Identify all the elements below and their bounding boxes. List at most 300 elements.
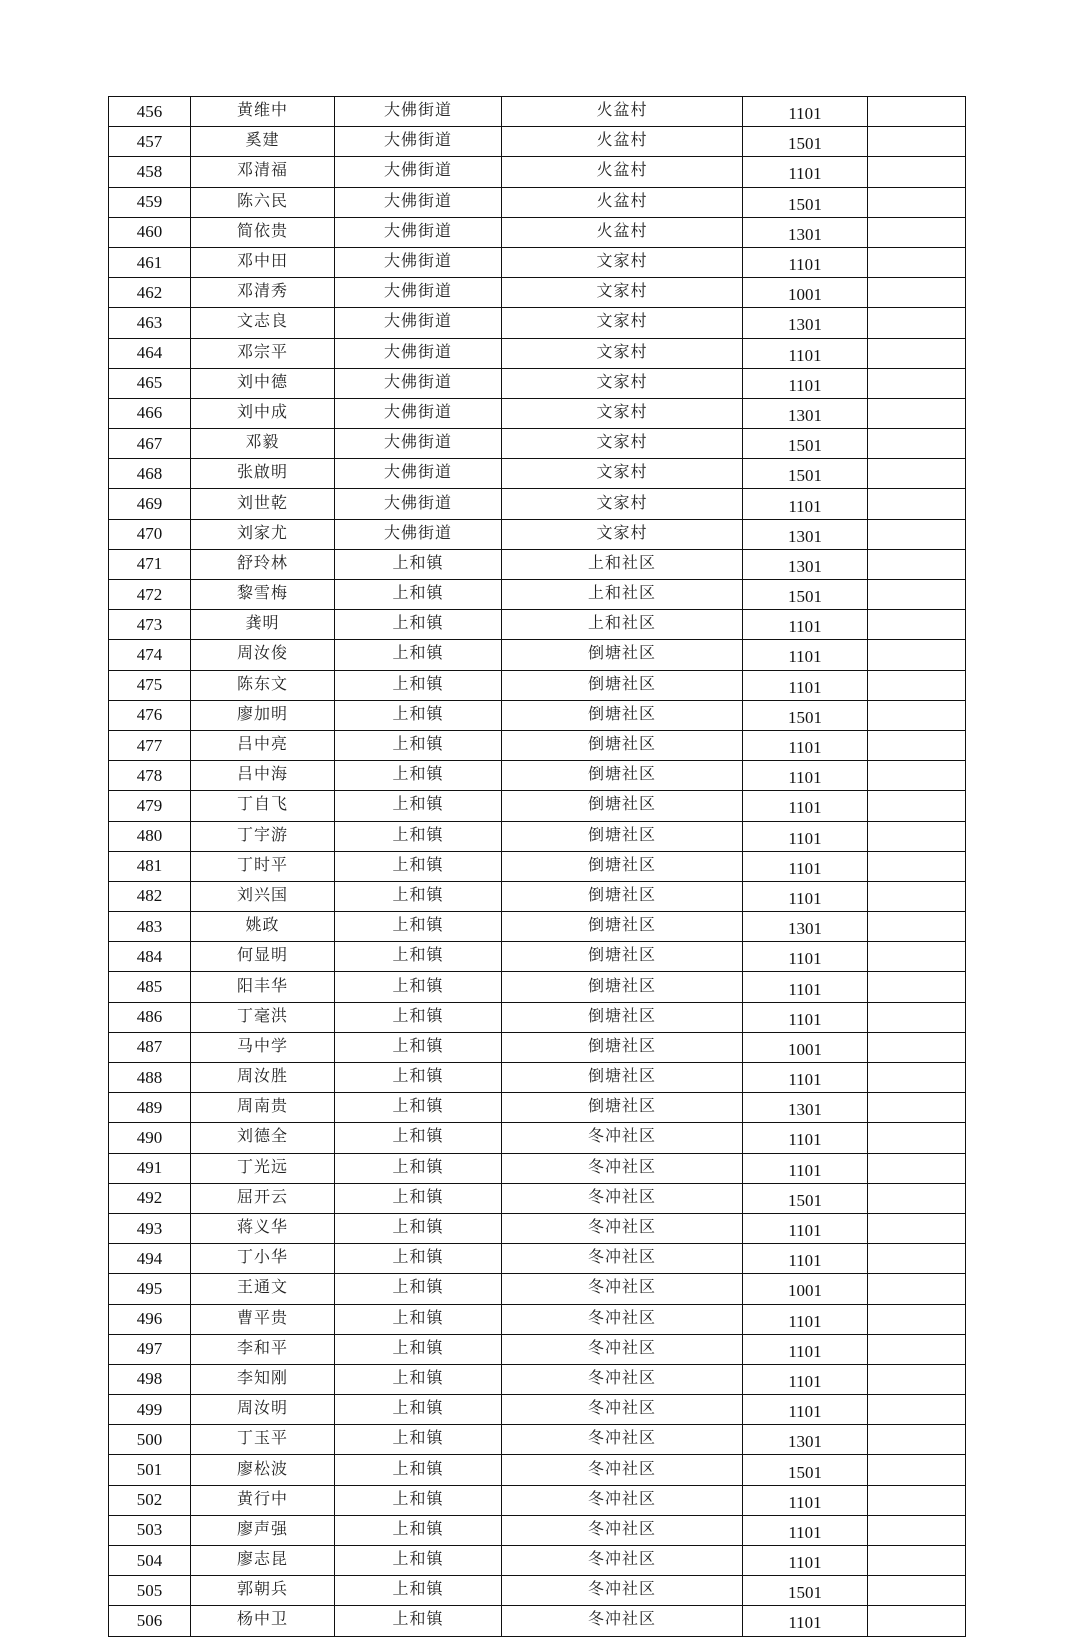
remark-cell: [868, 217, 966, 247]
town-cell: 上和镇: [335, 1183, 502, 1213]
table-row: [109, 821, 966, 851]
code-cell: 1001: [743, 278, 868, 308]
row-number-cell: 498: [109, 1364, 191, 1394]
person-name-cell: 吕中亮: [191, 730, 335, 760]
remark-cell: [868, 972, 966, 1002]
table-row: [109, 1455, 966, 1485]
village-cell: 上和社区: [502, 610, 743, 640]
town-cell: 上和镇: [335, 1455, 502, 1485]
remark-cell: [868, 1546, 966, 1576]
row-number-cell: 473: [109, 610, 191, 640]
row-number-cell: 493: [109, 1213, 191, 1243]
remark-cell: [868, 821, 966, 851]
code-cell: 1101: [743, 338, 868, 368]
village-cell: 倒塘社区: [502, 761, 743, 791]
remark-cell: [868, 549, 966, 579]
code-cell: 1101: [743, 1063, 868, 1093]
town-cell: 大佛街道: [335, 489, 502, 519]
row-number-cell: 478: [109, 761, 191, 791]
code-cell: 1101: [743, 851, 868, 881]
table-row: [109, 549, 966, 579]
remark-cell: [868, 1274, 966, 1304]
village-cell: 冬冲社区: [502, 1576, 743, 1606]
remark-cell: [868, 851, 966, 881]
remark-cell: [868, 338, 966, 368]
table-row: [109, 1606, 966, 1636]
remark-cell: [868, 700, 966, 730]
table-row: [109, 429, 966, 459]
town-cell: 上和镇: [335, 761, 502, 791]
person-name-cell: 李知刚: [191, 1364, 335, 1394]
person-name-cell: 阳丰华: [191, 972, 335, 1002]
town-cell: 上和镇: [335, 1063, 502, 1093]
person-name-cell: 丁光远: [191, 1153, 335, 1183]
village-cell: 文家村: [502, 278, 743, 308]
person-name-cell: 丁毫洪: [191, 1002, 335, 1032]
code-cell: 1101: [743, 972, 868, 1002]
village-cell: 上和社区: [502, 580, 743, 610]
village-cell: 倒塘社区: [502, 670, 743, 700]
village-cell: 冬冲社区: [502, 1425, 743, 1455]
village-cell: 冬冲社区: [502, 1485, 743, 1515]
row-number-cell: 485: [109, 972, 191, 1002]
town-cell: 大佛街道: [335, 97, 502, 127]
table-row: [109, 640, 966, 670]
code-cell: 1101: [743, 1213, 868, 1243]
row-number-cell: 465: [109, 368, 191, 398]
code-cell: 1101: [743, 1334, 868, 1364]
town-cell: 上和镇: [335, 1334, 502, 1364]
person-name-cell: 周汝俊: [191, 640, 335, 670]
village-cell: 冬冲社区: [502, 1153, 743, 1183]
row-number-cell: 491: [109, 1153, 191, 1183]
town-cell: 上和镇: [335, 1606, 502, 1636]
row-number-cell: 502: [109, 1485, 191, 1515]
row-number-cell: 497: [109, 1334, 191, 1364]
town-cell: 上和镇: [335, 640, 502, 670]
town-cell: 上和镇: [335, 1515, 502, 1545]
code-cell: 1101: [743, 1515, 868, 1545]
village-cell: 冬冲社区: [502, 1334, 743, 1364]
row-number-cell: 470: [109, 519, 191, 549]
person-name-cell: 丁时平: [191, 851, 335, 881]
town-cell: 大佛街道: [335, 459, 502, 489]
remark-cell: [868, 398, 966, 428]
row-number-cell: 492: [109, 1183, 191, 1213]
village-cell: 倒塘社区: [502, 730, 743, 760]
person-name-cell: 周汝胜: [191, 1063, 335, 1093]
remark-cell: [868, 912, 966, 942]
row-number-cell: 475: [109, 670, 191, 700]
village-cell: 冬冲社区: [502, 1123, 743, 1153]
town-cell: 上和镇: [335, 821, 502, 851]
town-cell: 大佛街道: [335, 308, 502, 338]
person-name-cell: 丁宇游: [191, 821, 335, 851]
village-cell: 倒塘社区: [502, 700, 743, 730]
row-number-cell: 506: [109, 1606, 191, 1636]
town-cell: 上和镇: [335, 1032, 502, 1062]
town-cell: 上和镇: [335, 1425, 502, 1455]
person-name-cell: 邓中田: [191, 247, 335, 277]
remark-cell: [868, 1364, 966, 1394]
village-cell: 火盆村: [502, 157, 743, 187]
code-cell: 1301: [743, 398, 868, 428]
table-row: [109, 580, 966, 610]
remark-cell: [868, 1213, 966, 1243]
village-cell: 冬冲社区: [502, 1395, 743, 1425]
remark-cell: [868, 519, 966, 549]
town-cell: 大佛街道: [335, 157, 502, 187]
person-name-cell: 黎雪梅: [191, 580, 335, 610]
table-row: [109, 368, 966, 398]
town-cell: 上和镇: [335, 1002, 502, 1032]
village-cell: 倒塘社区: [502, 851, 743, 881]
remark-cell: [868, 127, 966, 157]
table-row: [109, 1364, 966, 1394]
town-cell: 上和镇: [335, 851, 502, 881]
town-cell: 上和镇: [335, 1576, 502, 1606]
remark-cell: [868, 640, 966, 670]
person-name-cell: 丁自飞: [191, 791, 335, 821]
table-row: [109, 1093, 966, 1123]
row-number-cell: 503: [109, 1515, 191, 1545]
table-row: [109, 1395, 966, 1425]
person-name-cell: 刘中德: [191, 368, 335, 398]
town-cell: 上和镇: [335, 610, 502, 640]
remark-cell: [868, 761, 966, 791]
person-name-cell: 丁小华: [191, 1244, 335, 1274]
table-row: [109, 187, 966, 217]
code-cell: 1101: [743, 97, 868, 127]
table-row: [109, 1032, 966, 1062]
table-row: [109, 1515, 966, 1545]
person-name-cell: 丁玉平: [191, 1425, 335, 1455]
row-number-cell: 496: [109, 1304, 191, 1334]
village-cell: 冬冲社区: [502, 1606, 743, 1636]
person-name-cell: 张啟明: [191, 459, 335, 489]
remark-cell: [868, 308, 966, 338]
table-row: [109, 972, 966, 1002]
remark-cell: [868, 368, 966, 398]
row-number-cell: 459: [109, 187, 191, 217]
row-number-cell: 504: [109, 1546, 191, 1576]
row-number-cell: 487: [109, 1032, 191, 1062]
person-name-cell: 吕中海: [191, 761, 335, 791]
code-cell: 1301: [743, 1093, 868, 1123]
remark-cell: [868, 1395, 966, 1425]
remark-cell: [868, 881, 966, 911]
remark-cell: [868, 1153, 966, 1183]
village-cell: 冬冲社区: [502, 1213, 743, 1243]
remark-cell: [868, 942, 966, 972]
town-cell: 上和镇: [335, 942, 502, 972]
town-cell: 上和镇: [335, 549, 502, 579]
row-number-cell: 489: [109, 1093, 191, 1123]
code-cell: 1101: [743, 1304, 868, 1334]
code-cell: 1501: [743, 1183, 868, 1213]
code-cell: 1001: [743, 1274, 868, 1304]
code-cell: 1101: [743, 670, 868, 700]
code-cell: 1101: [743, 157, 868, 187]
village-cell: 上和社区: [502, 549, 743, 579]
code-cell: 1101: [743, 761, 868, 791]
table-row: [109, 1213, 966, 1243]
table-row: [109, 700, 966, 730]
person-name-cell: 周南贵: [191, 1093, 335, 1123]
remark-cell: [868, 97, 966, 127]
table-row: [109, 459, 966, 489]
code-cell: 1101: [743, 247, 868, 277]
village-cell: 倒塘社区: [502, 972, 743, 1002]
row-number-cell: 483: [109, 912, 191, 942]
person-name-cell: 刘世乾: [191, 489, 335, 519]
town-cell: 上和镇: [335, 730, 502, 760]
town-cell: 上和镇: [335, 1213, 502, 1243]
town-cell: 上和镇: [335, 912, 502, 942]
town-cell: 大佛街道: [335, 338, 502, 368]
code-cell: 1301: [743, 1425, 868, 1455]
row-number-cell: 467: [109, 429, 191, 459]
remark-cell: [868, 1063, 966, 1093]
village-cell: 文家村: [502, 489, 743, 519]
town-cell: 大佛街道: [335, 217, 502, 247]
row-number-cell: 490: [109, 1123, 191, 1153]
town-cell: 上和镇: [335, 1485, 502, 1515]
person-name-cell: 邓宗平: [191, 338, 335, 368]
remark-cell: [868, 187, 966, 217]
code-cell: 1101: [743, 942, 868, 972]
code-cell: 1101: [743, 821, 868, 851]
table-row: [109, 761, 966, 791]
code-cell: 1101: [743, 1606, 868, 1636]
person-name-cell: 屈开云: [191, 1183, 335, 1213]
remark-cell: [868, 791, 966, 821]
town-cell: 上和镇: [335, 1093, 502, 1123]
town-cell: 上和镇: [335, 972, 502, 1002]
town-cell: 上和镇: [335, 1274, 502, 1304]
person-name-cell: 陈六民: [191, 187, 335, 217]
table-row: [109, 1334, 966, 1364]
code-cell: 1101: [743, 881, 868, 911]
row-number-cell: 457: [109, 127, 191, 157]
remark-cell: [868, 1304, 966, 1334]
town-cell: 大佛街道: [335, 187, 502, 217]
code-cell: 1501: [743, 1455, 868, 1485]
person-name-cell: 邓毅: [191, 429, 335, 459]
village-cell: 倒塘社区: [502, 1032, 743, 1062]
table-row: [109, 1063, 966, 1093]
person-name-cell: 舒玲林: [191, 549, 335, 579]
code-cell: 1301: [743, 308, 868, 338]
village-cell: 倒塘社区: [502, 912, 743, 942]
village-cell: 倒塘社区: [502, 1063, 743, 1093]
table-row: [109, 247, 966, 277]
remark-cell: [868, 459, 966, 489]
remark-cell: [868, 1093, 966, 1123]
code-cell: 1501: [743, 459, 868, 489]
table-row: [109, 308, 966, 338]
remark-cell: [868, 670, 966, 700]
village-cell: 文家村: [502, 398, 743, 428]
village-cell: 火盆村: [502, 217, 743, 247]
person-name-cell: 简依贵: [191, 217, 335, 247]
row-number-cell: 472: [109, 580, 191, 610]
remark-cell: [868, 1606, 966, 1636]
remark-cell: [868, 247, 966, 277]
person-name-cell: 廖志昆: [191, 1546, 335, 1576]
code-cell: 1101: [743, 1244, 868, 1274]
village-cell: 文家村: [502, 338, 743, 368]
row-number-cell: 474: [109, 640, 191, 670]
village-cell: 文家村: [502, 308, 743, 338]
person-name-cell: 马中学: [191, 1032, 335, 1062]
table-row: [109, 398, 966, 428]
town-cell: 上和镇: [335, 1395, 502, 1425]
village-cell: 冬冲社区: [502, 1304, 743, 1334]
table-row: [109, 1304, 966, 1334]
person-name-cell: 黄行中: [191, 1485, 335, 1515]
remark-cell: [868, 1002, 966, 1032]
table-row: [109, 278, 966, 308]
code-cell: 1101: [743, 1485, 868, 1515]
town-cell: 上和镇: [335, 1304, 502, 1334]
code-cell: 1501: [743, 187, 868, 217]
village-cell: 冬冲社区: [502, 1455, 743, 1485]
roster-sheet: [108, 96, 966, 1637]
person-name-cell: 龚明: [191, 610, 335, 640]
remark-cell: [868, 1455, 966, 1485]
village-cell: 火盆村: [502, 127, 743, 157]
town-cell: 大佛街道: [335, 429, 502, 459]
person-name-cell: 奚建: [191, 127, 335, 157]
table-row: [109, 670, 966, 700]
town-cell: 大佛街道: [335, 247, 502, 277]
row-number-cell: 464: [109, 338, 191, 368]
person-name-cell: 李和平: [191, 1334, 335, 1364]
roster-table-body: [109, 97, 966, 1637]
village-cell: 文家村: [502, 429, 743, 459]
person-name-cell: 黄维中: [191, 97, 335, 127]
remark-cell: [868, 580, 966, 610]
code-cell: 1101: [743, 489, 868, 519]
person-name-cell: 曹平贵: [191, 1304, 335, 1334]
village-cell: 冬冲社区: [502, 1364, 743, 1394]
remark-cell: [868, 157, 966, 187]
village-cell: 文家村: [502, 519, 743, 549]
town-cell: 上和镇: [335, 1123, 502, 1153]
code-cell: 1101: [743, 1002, 868, 1032]
village-cell: 倒塘社区: [502, 1093, 743, 1123]
row-number-cell: 458: [109, 157, 191, 187]
row-number-cell: 477: [109, 730, 191, 760]
code-cell: 1501: [743, 700, 868, 730]
remark-cell: [868, 1425, 966, 1455]
table-row: [109, 338, 966, 368]
table-row: [109, 157, 966, 187]
person-name-cell: 蒋义华: [191, 1213, 335, 1243]
village-cell: 冬冲社区: [502, 1244, 743, 1274]
person-name-cell: 何显明: [191, 942, 335, 972]
person-name-cell: 刘家尤: [191, 519, 335, 549]
code-cell: 1501: [743, 580, 868, 610]
row-number-cell: 482: [109, 881, 191, 911]
remark-cell: [868, 429, 966, 459]
code-cell: 1301: [743, 912, 868, 942]
village-cell: 文家村: [502, 459, 743, 489]
village-cell: 火盆村: [502, 187, 743, 217]
code-cell: 1501: [743, 127, 868, 157]
village-cell: 冬冲社区: [502, 1546, 743, 1576]
town-cell: 上和镇: [335, 1153, 502, 1183]
code-cell: 1101: [743, 730, 868, 760]
row-number-cell: 505: [109, 1576, 191, 1606]
code-cell: 1001: [743, 1032, 868, 1062]
code-cell: 1101: [743, 1123, 868, 1153]
row-number-cell: 456: [109, 97, 191, 127]
code-cell: 1301: [743, 217, 868, 247]
village-cell: 倒塘社区: [502, 881, 743, 911]
table-row: [109, 851, 966, 881]
village-cell: 冬冲社区: [502, 1515, 743, 1545]
person-name-cell: 刘德全: [191, 1123, 335, 1153]
village-cell: 倒塘社区: [502, 791, 743, 821]
village-cell: 火盆村: [502, 97, 743, 127]
row-number-cell: 476: [109, 700, 191, 730]
town-cell: 上和镇: [335, 1364, 502, 1394]
code-cell: 1501: [743, 429, 868, 459]
table-row: [109, 97, 966, 127]
row-number-cell: 481: [109, 851, 191, 881]
row-number-cell: 463: [109, 308, 191, 338]
code-cell: 1101: [743, 1546, 868, 1576]
village-cell: 冬冲社区: [502, 1274, 743, 1304]
town-cell: 大佛街道: [335, 519, 502, 549]
code-cell: 1101: [743, 791, 868, 821]
code-cell: 1101: [743, 1364, 868, 1394]
table-row: [109, 127, 966, 157]
table-row: [109, 912, 966, 942]
code-cell: 1101: [743, 1153, 868, 1183]
village-cell: 倒塘社区: [502, 1002, 743, 1032]
remark-cell: [868, 278, 966, 308]
table-row: [109, 1485, 966, 1515]
person-name-cell: 廖声强: [191, 1515, 335, 1545]
remark-cell: [868, 1123, 966, 1153]
town-cell: 上和镇: [335, 791, 502, 821]
person-name-cell: 刘中成: [191, 398, 335, 428]
person-name-cell: 杨中卫: [191, 1606, 335, 1636]
table-row: [109, 1244, 966, 1274]
row-number-cell: 499: [109, 1395, 191, 1425]
town-cell: 上和镇: [335, 580, 502, 610]
table-row: [109, 1425, 966, 1455]
village-cell: 文家村: [502, 247, 743, 277]
town-cell: 上和镇: [335, 1546, 502, 1576]
code-cell: 1101: [743, 640, 868, 670]
remark-cell: [868, 610, 966, 640]
remark-cell: [868, 1576, 966, 1606]
row-number-cell: 468: [109, 459, 191, 489]
row-number-cell: 480: [109, 821, 191, 851]
person-name-cell: 刘兴国: [191, 881, 335, 911]
table-row: [109, 1002, 966, 1032]
row-number-cell: 488: [109, 1063, 191, 1093]
remark-cell: [868, 1244, 966, 1274]
remark-cell: [868, 1183, 966, 1213]
table-row: [109, 1546, 966, 1576]
person-name-cell: 姚政: [191, 912, 335, 942]
remark-cell: [868, 1334, 966, 1364]
